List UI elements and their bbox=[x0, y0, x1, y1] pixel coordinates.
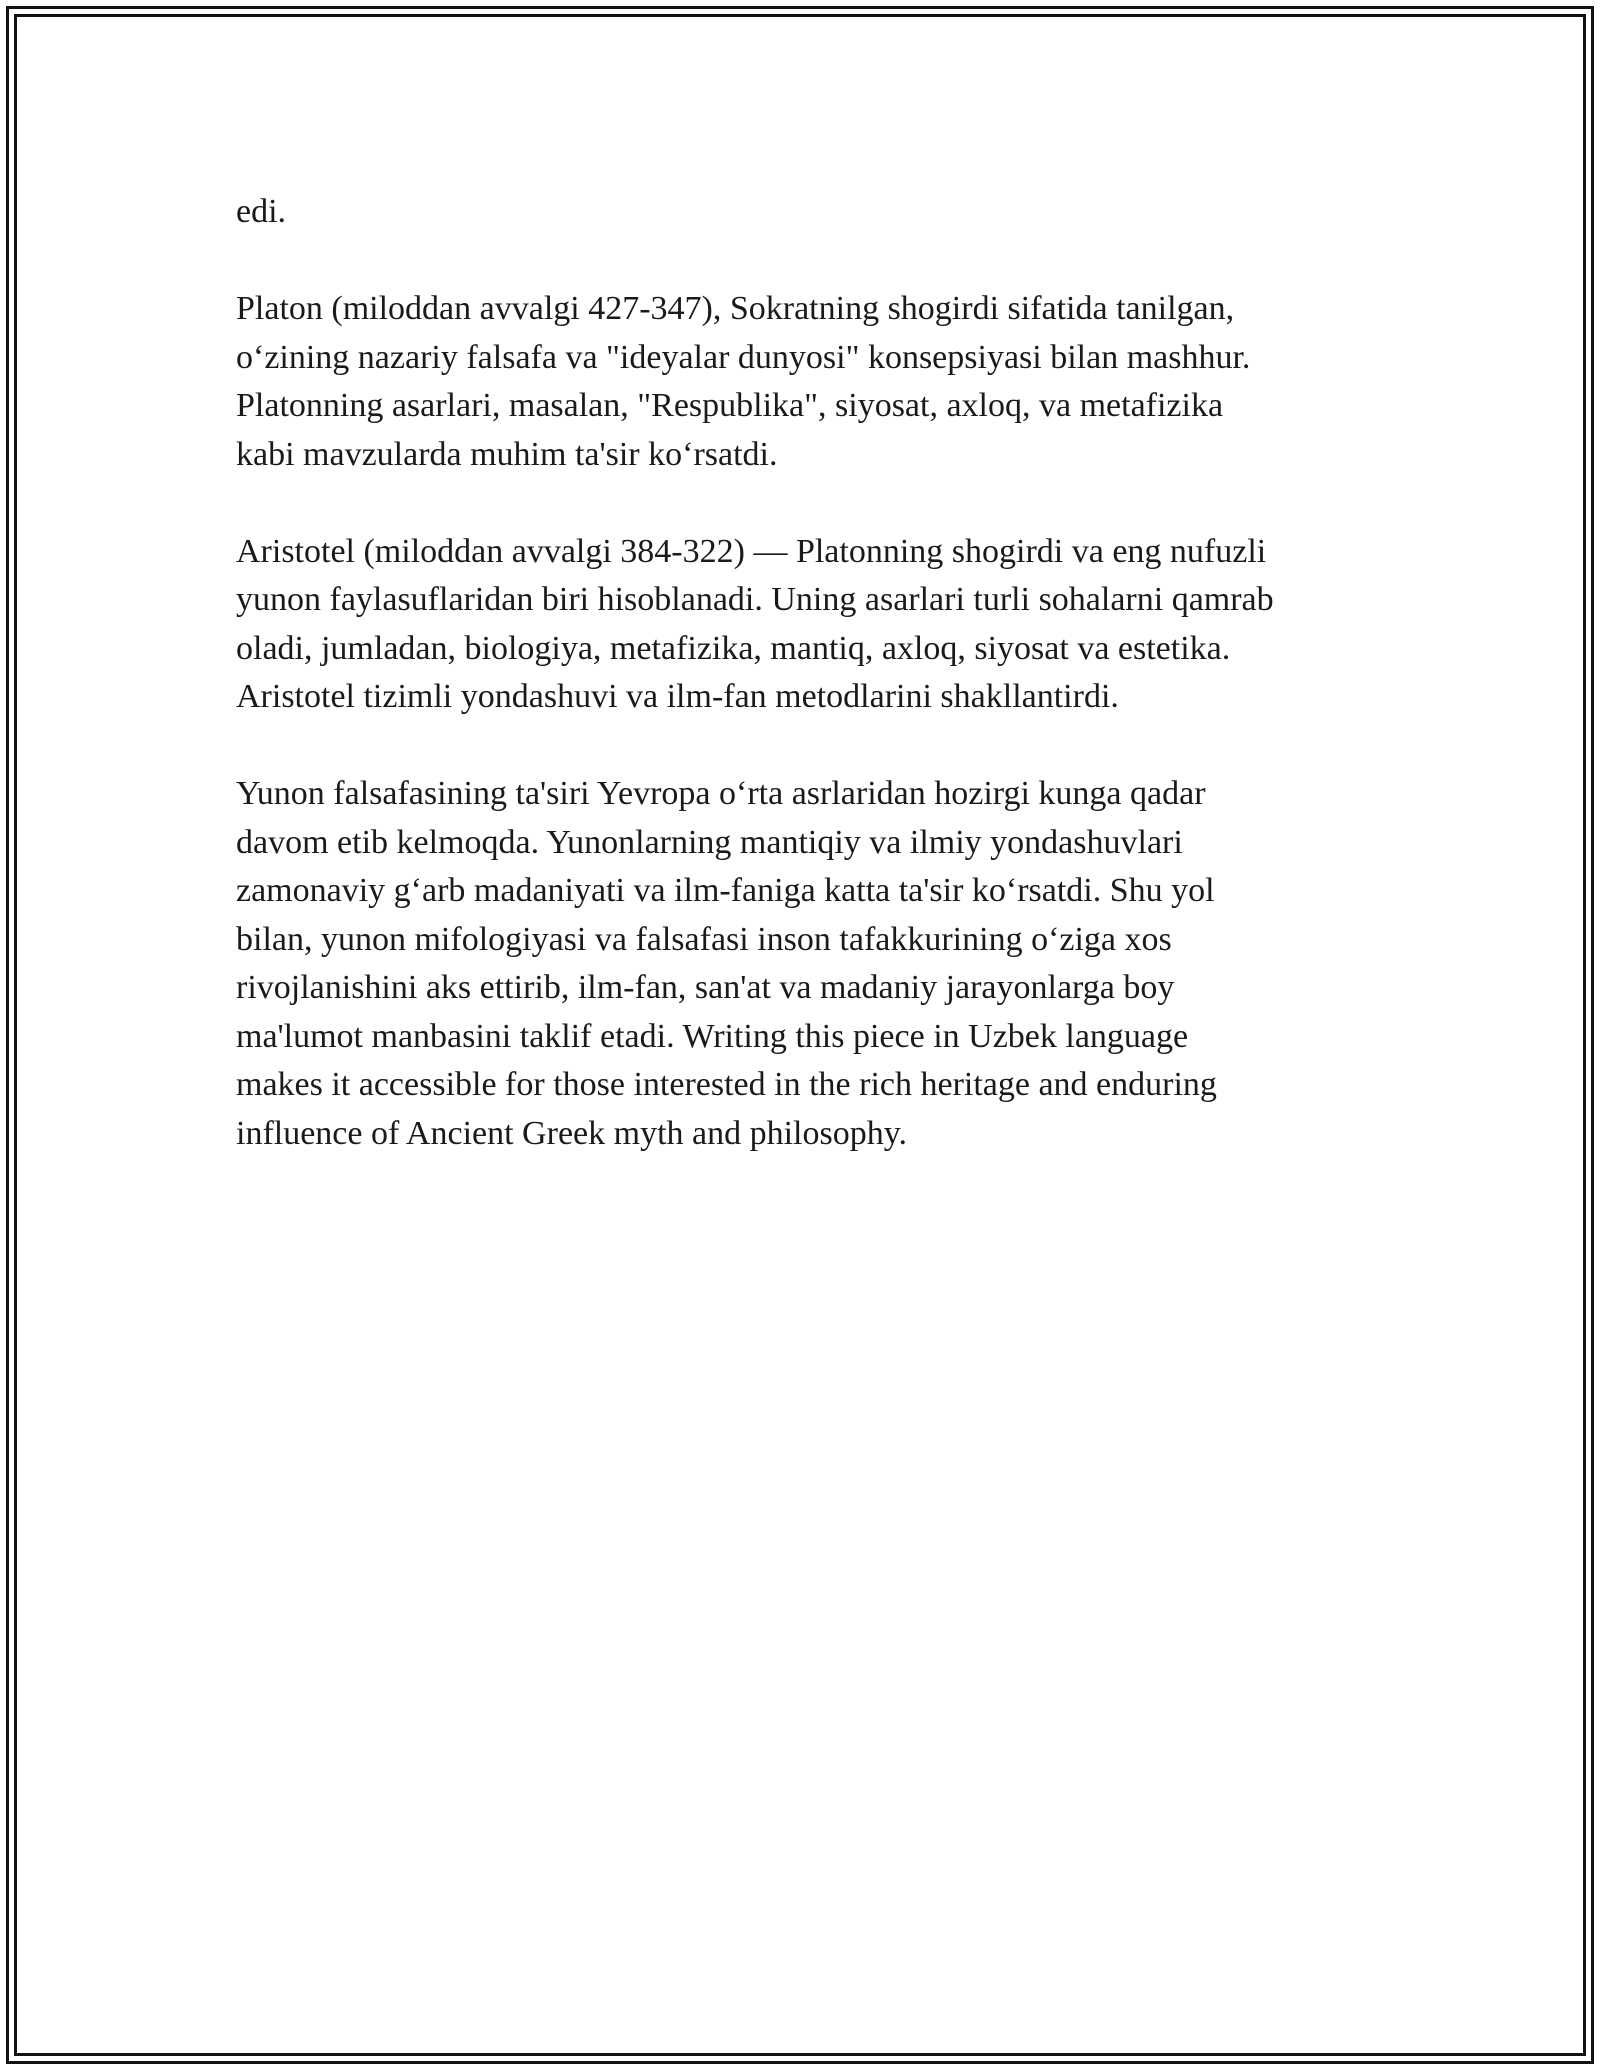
paragraph-continuation: edi. bbox=[236, 193, 287, 230]
paragraph-platon: Platon (miloddan avvalgi 427-347), Sokratning shogirdi sifatida tanilgan, o‘zining nazariy falsafa va "ideyalar dunyosi" konsepsiyasi bilan mashhur. Platonning asarlari, masalan, "Respublika", siyosat, axloq, va metafizika kabi mavzularda muhim ta'sir ko‘rsatdi. bbox=[236, 290, 1251, 473]
paragraph-aristotel: Aristotel (miloddan avvalgi 384-322) — Platonning shogirdi va eng nufuzli yunon faylasuflaridan biri hisoblanadi. Uning asarlari turli sohalarni qamrab oladi, jumladan, biologiya, metafizika, mantiq, axloq, siyosat va estetika. Aristotel tizimli yondashuvi va ilm-fan metodlarini shakllantirdi. bbox=[236, 532, 1274, 715]
paragraph-greek-influence: Yunon falsafasining ta'siri Yevropa o‘rta asrlaridan hozirgi kunga qadar davom etib kelmoqda. Yunonlarning mantiqiy va ilmiy yondashuvlari zamonaviy g‘arb madaniyati va ilm-faniga katta ta'sir ko‘rsatdi. Shu yol bilan, yunon mifologiyasi va falsafasi inson tafakkurining o‘ziga xos rivojlanishini aks ettirib, ilm-fan, san'at va madaniy jarayonlarga boy ma'lumot manbasini taklif etadi. Writing this piece in Uzbek language makes it accessible for those interested in the rich heritage and enduring influence of Ancient Greek myth and philosophy. bbox=[236, 775, 1217, 1152]
document-body bbox=[236, 188, 1376, 1207]
